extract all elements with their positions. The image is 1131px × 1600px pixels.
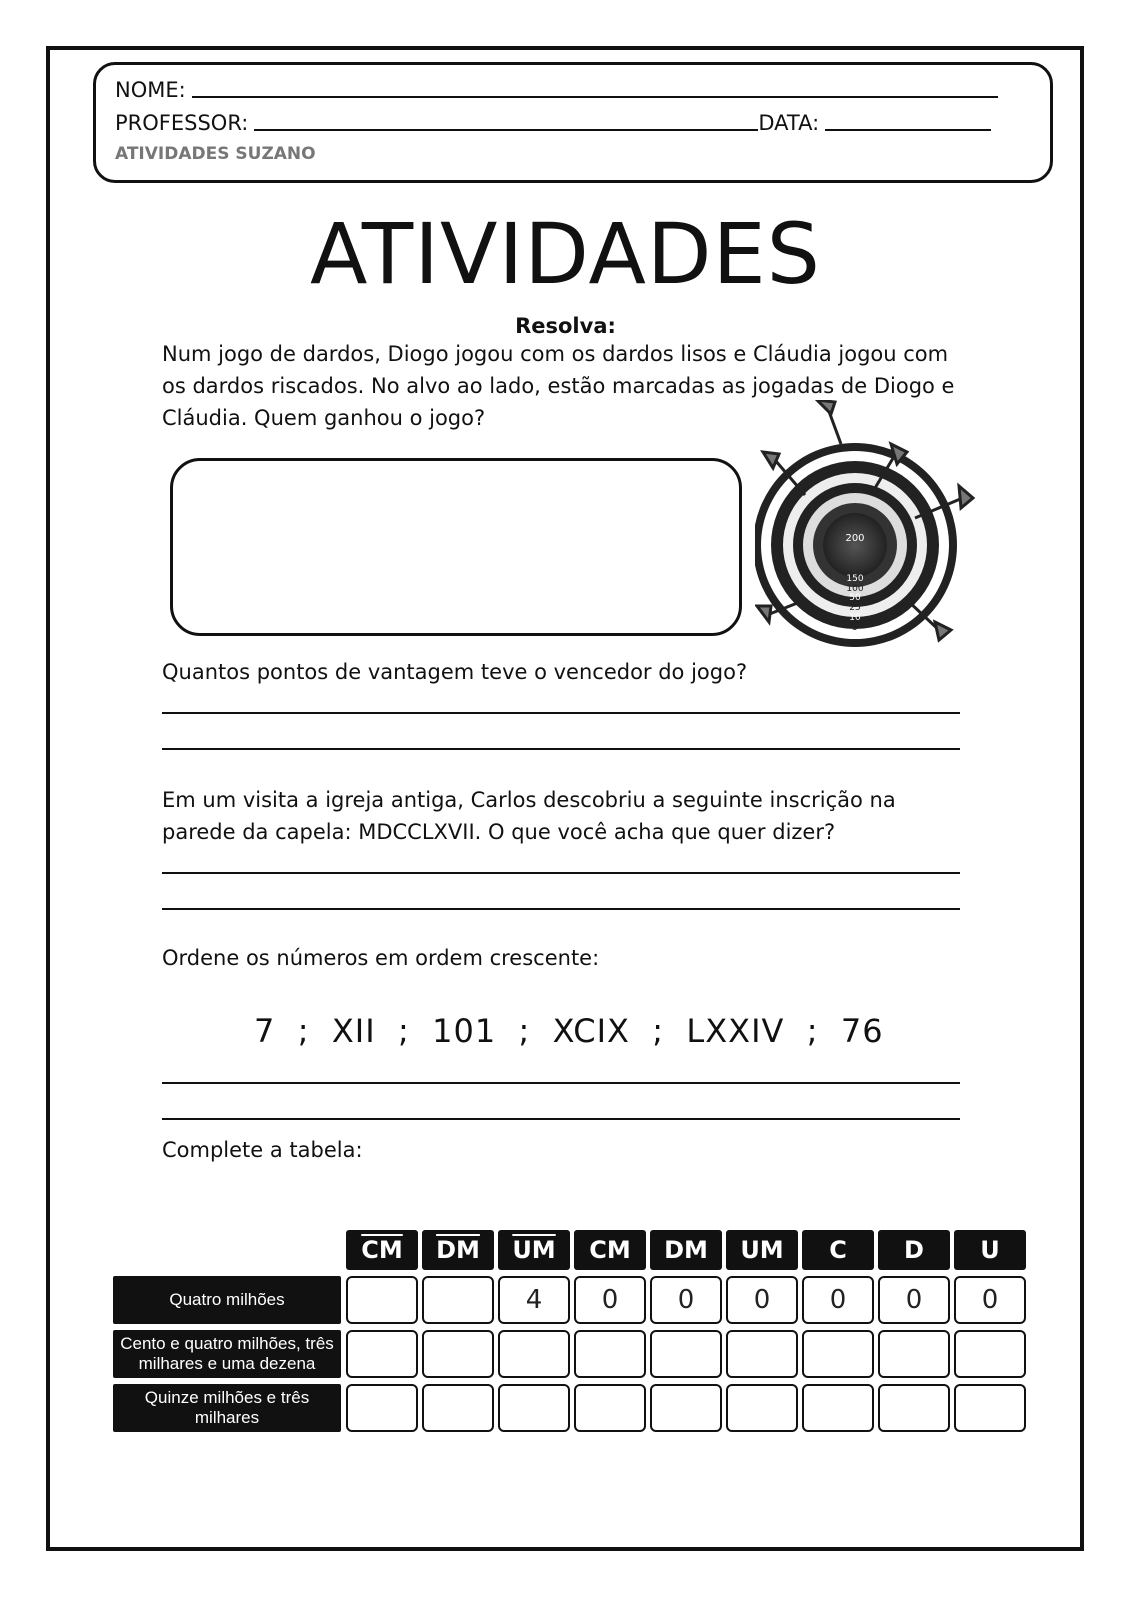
table-cell[interactable] — [498, 1330, 570, 1378]
table-cell[interactable]: 0 — [726, 1276, 798, 1324]
number-sequence: 7 ; XII ; 101 ; XCIX ; LXXIV ; 76 — [254, 1012, 884, 1050]
score-200: 200 — [845, 533, 865, 544]
table-cell[interactable] — [346, 1276, 418, 1324]
column-header-label: UM — [740, 1236, 784, 1264]
column-header-label: CM — [589, 1236, 631, 1264]
table-cell[interactable] — [802, 1384, 874, 1432]
table-cell[interactable] — [422, 1276, 494, 1324]
question-advantage: Quantos pontos de vantagem teve o vencedor do jogo? — [162, 660, 748, 684]
column-header-label: D — [904, 1236, 924, 1264]
page-title: ATIVIDADES — [309, 205, 821, 303]
row-label: Quatro milhões — [113, 1276, 341, 1324]
column-header — [574, 1230, 646, 1270]
answer-line[interactable] — [162, 872, 960, 874]
answer-line[interactable] — [162, 1118, 960, 1120]
table-cell[interactable] — [726, 1384, 798, 1432]
column-header — [498, 1230, 570, 1270]
brand-text: ATIVIDADES SUZANO — [115, 144, 316, 164]
table-cell[interactable] — [650, 1330, 722, 1378]
table-cell[interactable] — [346, 1384, 418, 1432]
table-cell[interactable]: 0 — [878, 1276, 950, 1324]
table-cell[interactable] — [802, 1330, 874, 1378]
table-cell[interactable] — [346, 1330, 418, 1378]
table-cell[interactable] — [574, 1330, 646, 1378]
name-field[interactable] — [192, 95, 998, 98]
column-header — [954, 1230, 1026, 1270]
row-label: Cento e quatro milhões, três milhares e uma dezena — [113, 1330, 341, 1378]
dart-icon — [817, 400, 841, 444]
answer-line[interactable] — [162, 748, 960, 750]
table-cell[interactable]: 4 — [498, 1276, 570, 1324]
answer-box[interactable] — [170, 458, 742, 636]
table-cell[interactable] — [574, 1384, 646, 1432]
table-cell[interactable] — [422, 1330, 494, 1378]
column-header-label: C — [829, 1236, 847, 1264]
question-table: Complete a tabela: — [162, 1138, 363, 1162]
table-cell[interactable] — [726, 1330, 798, 1378]
answer-line[interactable] — [162, 712, 960, 714]
table-cell[interactable]: 0 — [954, 1276, 1026, 1324]
teacher-date-line — [115, 111, 991, 135]
score-label: 25 — [849, 603, 861, 613]
column-header — [650, 1230, 722, 1270]
table-cell[interactable]: 0 — [574, 1276, 646, 1324]
score-label: 10 — [849, 613, 861, 623]
date-label: DATA: — [758, 111, 820, 135]
answer-line[interactable] — [162, 908, 960, 910]
score-label: 50 — [849, 593, 861, 603]
score-label: 100 — [846, 584, 864, 594]
question-line: Em um visita a igreja antiga, Carlos descobriu a seguinte inscrição na — [162, 788, 896, 812]
question-line: parede da capela: MDCCLXVII. O que você acha que quer dizer? — [162, 820, 836, 844]
name-line — [115, 78, 998, 102]
table-cell[interactable] — [878, 1330, 950, 1378]
column-header — [878, 1230, 950, 1270]
answer-line[interactable] — [162, 1082, 960, 1084]
table-cell[interactable] — [422, 1384, 494, 1432]
column-header-label: $\overline{CM}$ — [361, 1236, 403, 1264]
column-header — [726, 1230, 798, 1270]
instruction-heading: Resolva: — [515, 314, 616, 338]
row-label: Quinze milhões e três milhares — [113, 1384, 341, 1432]
question-line: Cláudia. Quem ganhou o jogo? — [162, 406, 486, 430]
name-label: NOME: — [115, 78, 186, 102]
teacher-field[interactable] — [254, 128, 758, 131]
date-field[interactable] — [825, 128, 991, 131]
question-line: os dardos riscados. No alvo ao lado, estão marcadas as jogadas de Diogo e — [162, 374, 955, 398]
table-cell[interactable] — [954, 1384, 1026, 1432]
table-cell[interactable]: 0 — [802, 1276, 874, 1324]
column-header — [346, 1230, 418, 1270]
table-cell[interactable] — [498, 1384, 570, 1432]
table-cell[interactable] — [650, 1384, 722, 1432]
column-header — [422, 1230, 494, 1270]
column-header-label: $\overline{UM}$ — [512, 1236, 556, 1264]
column-header — [802, 1230, 874, 1270]
table-cell[interactable] — [878, 1384, 950, 1432]
question-line: Num jogo de dardos, Diogo jogou com os dardos lisos e Cláudia jogou com — [162, 342, 949, 366]
table-cell[interactable]: 0 — [650, 1276, 722, 1324]
question-order: Ordene os números em ordem crescente: — [162, 946, 600, 970]
column-header-label: U — [980, 1236, 1000, 1264]
column-header-label: $\overline{DM}$ — [436, 1236, 480, 1264]
question-roman-inscription — [162, 784, 896, 848]
score-label: 150 — [846, 574, 864, 584]
table-cell[interactable] — [954, 1330, 1026, 1378]
teacher-label: PROFESSOR: — [115, 111, 249, 135]
column-header-label: DM — [664, 1236, 708, 1264]
dartboard-image — [755, 400, 995, 650]
score-label: 5 — [852, 623, 858, 633]
